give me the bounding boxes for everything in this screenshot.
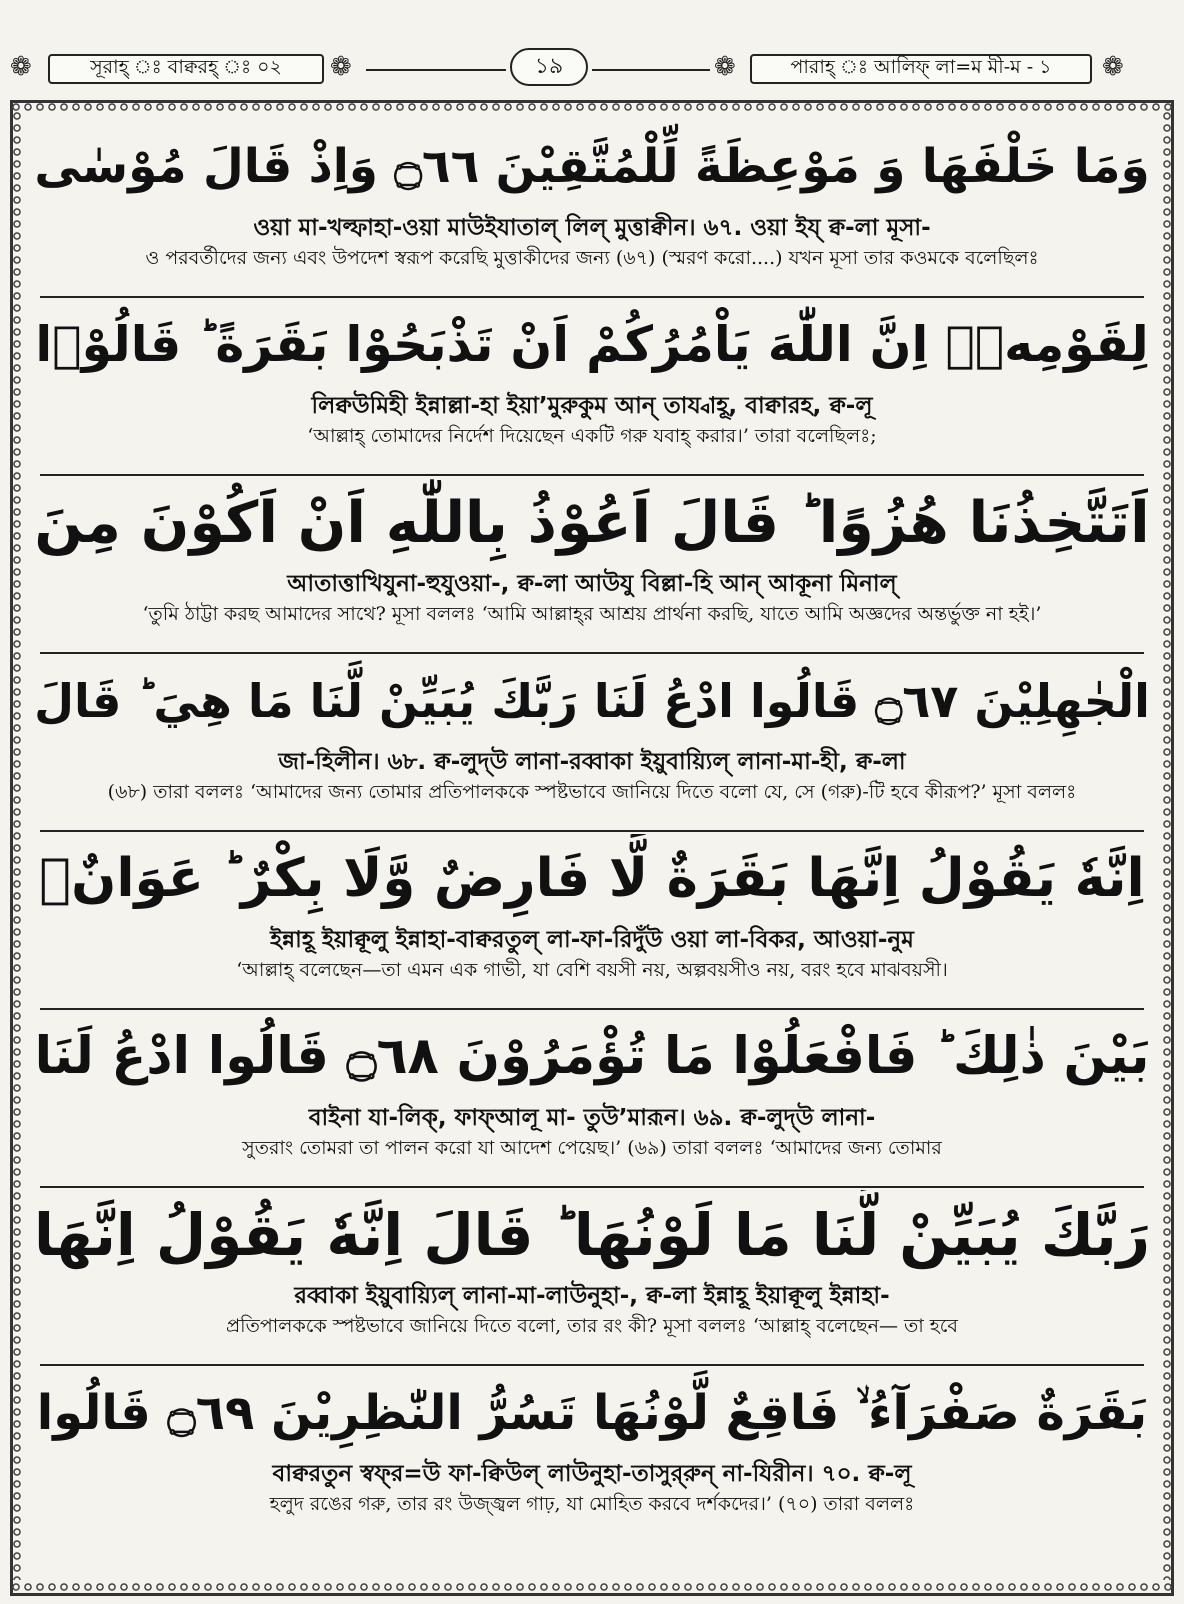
arabic-line: رَبَّكَ يُبَيِّنْ لَّنَا مَا لَوْنُهَا ؕ قَالَ اِنَّهٗ يَقُوْلُ اِنَّهَا	[34, 1201, 1150, 1269]
verse-block	[30, 122, 1154, 272]
header-rule-right	[592, 69, 710, 71]
line-separator	[40, 652, 1144, 654]
header-ornament-right: ❁	[1102, 52, 1124, 82]
line-separator	[40, 1008, 1144, 1010]
transliteration-line: জা-হিলীন। ৬৮. ক্ব-লুদ্‌উ লানা-রব্বাকা ইয়ুবায়্যিল্ লানা-মা-হী, ক্ব-লা	[278, 749, 906, 775]
meaning-line: ‘তুমি ঠাট্টা করছ আমাদের সাথে? মূসা বললঃ ‘আমি আল্লাহ্‌র আশ্রয় প্রার্থনা করছি, যাতে আমি অজ্ঞদের অন্তর্ভুক্ত না হই।’	[142, 603, 1042, 625]
para-label: পারাহ্ ঃ আলিফ্ লা=ম মী-ম - ১	[750, 54, 1092, 84]
transliteration-line: লিক্বউমিহী ইন্নাল্লা-হা ইয়া’মুরুকুম আন্ তায্বাহূ, বাক্বারহ, ক্ব-লূ	[311, 393, 873, 419]
meaning-line: ‘আল্লাহ্ তোমাদের নির্দেশ দিয়েছেন একটি গরু যবাহ্ করার।’ তারা বলেছিলঃ;	[307, 425, 877, 447]
verse-block	[30, 478, 1154, 628]
verse-block	[30, 1012, 1154, 1162]
line-separator	[40, 830, 1144, 832]
arabic-line: اَتَتَّخِذُنَا هُزُوًا ؕ قَالَ اَعُوْذُ بِاللّٰهِ اَنْ اَكُوْنَ مِنَ	[34, 490, 1150, 556]
verse-block	[30, 300, 1154, 450]
line-separator	[40, 474, 1144, 476]
chain-border-right	[1162, 110, 1172, 1580]
chain-border-bottom	[10, 1582, 1174, 1592]
chain-border-left	[12, 110, 22, 1580]
arabic-line: لِقَوْمِهٖۤ اِنَّ اللّٰهَ يَاْمُرُكُمْ اَنْ تَذْبَحُوْا بَقَرَةً ؕ قَالُوْۤا	[35, 316, 1149, 373]
page-number: ১৯	[510, 48, 588, 86]
meaning-line: প্রতিপালককে স্পষ্টভাবে জানিয়ে দিতে বলো, তার রং কী? মূসা বললঃ ‘আল্লাহ্ বলেছেন— তা হবে	[226, 1315, 958, 1337]
meaning-line: সুতরাং তোমরা তা পালন করো যা আদেশ পেয়েছ।’ (৬৯) তারা বললঃ ‘আমাদের জন্য তোমার	[242, 1137, 942, 1159]
transliteration-line: বাইনা যা-লিক্, ফাফ্‌আলূ মা- তুউ’মারূন। ৬৯. ক্ব-লুদ্‌উ লানা-	[308, 1105, 876, 1131]
verse-block	[30, 1190, 1154, 1340]
line-separator	[40, 1364, 1144, 1366]
header-ornament-left: ❁	[10, 52, 32, 82]
verse-block	[30, 834, 1154, 984]
verse-block	[30, 1368, 1154, 1518]
arabic-line: اِنَّهٗ يَقُوْلُ اِنَّهَا بَقَرَةٌ لَّا فَارِضٌ وَّلَا بِكْرٌ ؕ عَوَانٌۢ	[39, 848, 1145, 909]
transliteration-line: ইন্নাহূ ইয়াক্বূলু ইন্নাহা-বাক্বরতুল্ লা-ফা-রিদুঁউ ওয়া লা-বিকর, আওয়া-নুম	[270, 927, 914, 953]
meaning-line: (৬৮) তারা বললঃ ‘আমাদের জন্য তোমার প্রতিপালককে স্পষ্টভাবে জানিয়ে দিতে বলো যে, সে (গরু)-টি হবে কীরূপ?’ মূসা বললঃ	[107, 781, 1077, 803]
chain-border-top	[10, 102, 1174, 112]
meaning-line: ‘আল্লাহ্ বলেছেন—তা এমন এক গাভী, যা বেশি বয়সী নয়, অল্পবয়সীও নয়, বরং হবে মাঝবয়সী।	[236, 959, 948, 981]
verse-block	[30, 656, 1154, 806]
transliteration-line: ওয়া মা-খল্ফাহা-ওয়া মাউইযাতাল্ লিল্ মুত্তাক্বীন। ৬৭. ওয়া ইয্ ক্ব-লা মূসা-	[253, 215, 931, 241]
transliteration-line: আতাত্তাখিযুনা-হুযুওয়া-, ক্ব-লা আউযু বিল্লা-হি আন্ আকূনা মিনাল্	[287, 571, 897, 597]
meaning-line: হলুদ রঙের গরু, তার রং উজ্জ্বল গাঢ়, যা মোহিত করবে দর্শকদের।’ (৭০) তারা বললঃ	[269, 1493, 915, 1515]
header-ornament: ❁	[714, 52, 736, 82]
arabic-line: وَمَا خَلْفَهَا وَ مَوْعِظَةً لِّلْمُتَّقِيْنَ ۝٦٦ وَاِذْ قَالَ مُوْسٰى	[34, 139, 1150, 194]
arabic-line: بَيْنَ ذٰلِكَ ؕ فَافْعَلُوْا مَا تُؤْمَرُوْنَ ۝٦٨ قَالُوا ادْعُ لَنَا	[34, 1027, 1150, 1086]
line-separator	[40, 1186, 1144, 1188]
meaning-line: ও পরবর্তীদের জন্য এবং উপদেশ স্বরূপ করেছি মুত্তাকীদের জন্য (৬৭) (স্মরণ করো....) যখন মূসা তার কওমকে বলেছিলঃ	[145, 247, 1039, 269]
header-ornament: ❁	[330, 52, 352, 82]
surah-label: সূরাহ্ ঃ বাক্বরহ্ ঃ ০২	[48, 54, 324, 84]
arabic-line: الْجٰهِلِيْنَ ۝٦٧ قَالُوا ادْعُ لَنَا رَبَّكَ يُبَيِّنْ لَّنَا مَا هِيَ ؕ قَالَ	[34, 674, 1150, 728]
line-separator	[40, 296, 1144, 298]
page-header	[10, 44, 1174, 94]
arabic-line: بَقَرَةٌ صَفْرَآءُ ۙ فَاقِعٌ لَّوْنُهَا تَسُرُّ النّٰظِرِيْنَ ۝٦٩ قَالُوا	[36, 1385, 1148, 1441]
header-rule-left	[366, 69, 506, 71]
transliteration-line: রব্বাকা ইয়ুবায়্যিল্ লানা-মা-লাউনুহা-, ক্ব-লা ইন্নাহূ ইয়াক্বূলু ইন্নাহা-	[294, 1283, 890, 1309]
transliteration-line: বাক্বরতুন স্বফ্‌র=উ ফা-ক্বিউল্ লাউনুহা-তাসুর্‌রুন্ না-যিরীন। ৭০. ক্ব-লূ	[272, 1461, 912, 1487]
